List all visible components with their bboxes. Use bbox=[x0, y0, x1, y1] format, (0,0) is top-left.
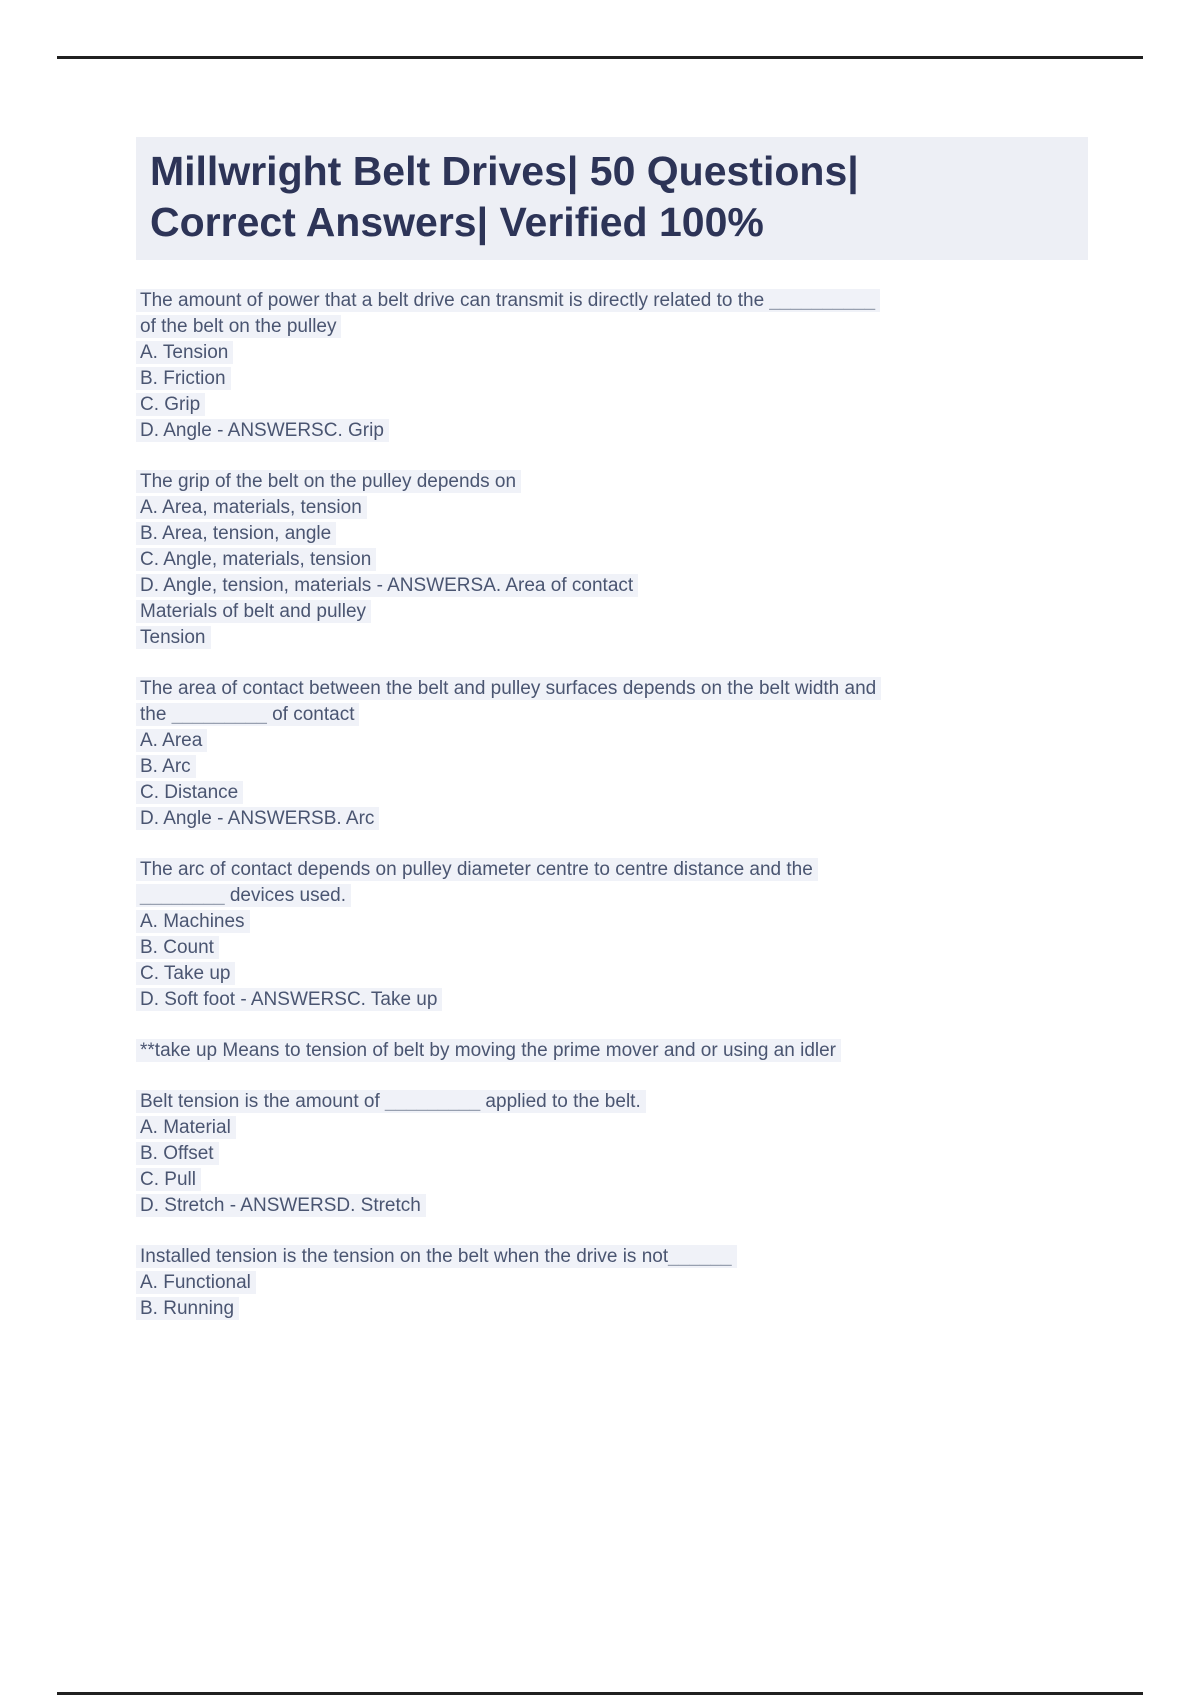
highlighted-text: Belt tension is the amount of _________ applied to the belt. bbox=[136, 1090, 646, 1113]
highlighted-text: D. Angle, tension, materials - ANSWERSA. Area of contact bbox=[136, 574, 638, 597]
text-line bbox=[136, 469, 1116, 495]
highlighted-text: A. Functional bbox=[136, 1271, 256, 1294]
highlighted-text: The area of contact between the belt and pulley surfaces depends on the belt width and bbox=[136, 677, 881, 700]
highlighted-text: C. Take up bbox=[136, 962, 235, 985]
text-line bbox=[136, 1270, 1116, 1296]
highlighted-text: Materials of belt and pulley bbox=[136, 600, 371, 623]
text-line bbox=[136, 1115, 1116, 1141]
highlighted-text: D. Stretch - ANSWERSD. Stretch bbox=[136, 1194, 426, 1217]
text-line bbox=[136, 702, 1116, 728]
text-line bbox=[136, 625, 1116, 651]
question-block bbox=[136, 1038, 1116, 1064]
highlighted-text: Installed tension is the tension on the belt when the drive is not______ bbox=[136, 1245, 737, 1268]
text-line bbox=[136, 935, 1116, 961]
text-line bbox=[136, 857, 1116, 883]
highlighted-text: A. Area, materials, tension bbox=[136, 496, 367, 519]
text-line bbox=[136, 806, 1116, 832]
text-line bbox=[136, 340, 1116, 366]
question-block bbox=[136, 1244, 1116, 1322]
highlighted-text: D. Angle - ANSWERSB. Arc bbox=[136, 807, 379, 830]
highlighted-text: C. Grip bbox=[136, 393, 205, 416]
highlighted-text: C. Distance bbox=[136, 781, 243, 804]
text-line bbox=[136, 676, 1116, 702]
highlighted-text: The arc of contact depends on pulley diameter centre to centre distance and the bbox=[136, 858, 818, 881]
document-body bbox=[136, 288, 1116, 1347]
document-title bbox=[136, 137, 1088, 260]
text-line bbox=[136, 314, 1116, 340]
highlighted-text: C. Angle, materials, tension bbox=[136, 548, 376, 571]
text-line bbox=[136, 1141, 1116, 1167]
highlighted-text: **take up Means to tension of belt by moving the prime mover and or using an idler bbox=[136, 1039, 841, 1062]
text-line bbox=[136, 909, 1116, 935]
text-line bbox=[136, 599, 1116, 625]
title-line-2: Correct Answers| Verified 100% bbox=[150, 199, 764, 245]
highlighted-text: of the belt on the pulley bbox=[136, 315, 341, 338]
text-line bbox=[136, 1193, 1116, 1219]
highlighted-text: D. Angle - ANSWERSC. Grip bbox=[136, 419, 389, 442]
highlighted-text: Tension bbox=[136, 626, 211, 649]
text-line bbox=[136, 728, 1116, 754]
question-block bbox=[136, 1089, 1116, 1219]
blank-underline: ______ bbox=[668, 1246, 732, 1267]
text-line bbox=[136, 1244, 1116, 1270]
text-line bbox=[136, 987, 1116, 1013]
top-rule-divider bbox=[57, 56, 1143, 59]
highlighted-text: D. Soft foot - ANSWERSC. Take up bbox=[136, 988, 442, 1011]
text-line bbox=[136, 1038, 1116, 1064]
text-line bbox=[136, 366, 1116, 392]
text-line bbox=[136, 573, 1116, 599]
highlighted-text: The grip of the belt on the pulley depends on bbox=[136, 470, 521, 493]
title-line-1: Millwright Belt Drives| 50 Questions| bbox=[150, 148, 859, 194]
highlighted-text: A. Material bbox=[136, 1116, 236, 1139]
blank-underline: _________ bbox=[385, 1091, 481, 1112]
text-line bbox=[136, 495, 1116, 521]
blank-underline: ________ bbox=[140, 885, 225, 906]
question-block bbox=[136, 469, 1116, 651]
text-line bbox=[136, 521, 1116, 547]
highlighted-text: ________ devices used. bbox=[136, 884, 351, 907]
text-line bbox=[136, 1167, 1116, 1193]
highlighted-text: A. Area bbox=[136, 729, 207, 752]
question-block bbox=[136, 288, 1116, 444]
question-block bbox=[136, 857, 1116, 1013]
highlighted-text: the _________ of contact bbox=[136, 703, 359, 726]
text-line bbox=[136, 754, 1116, 780]
highlighted-text: B. Offset bbox=[136, 1142, 219, 1165]
text-line bbox=[136, 780, 1116, 806]
highlighted-text: B. Arc bbox=[136, 755, 196, 778]
highlighted-text: A. Machines bbox=[136, 910, 250, 933]
text-line bbox=[136, 961, 1116, 987]
highlighted-text: B. Friction bbox=[136, 367, 231, 390]
bottom-rule-divider bbox=[57, 1692, 1143, 1695]
highlighted-text: B. Area, tension, angle bbox=[136, 522, 336, 545]
text-line bbox=[136, 392, 1116, 418]
text-line bbox=[136, 418, 1116, 444]
text-line bbox=[136, 1296, 1116, 1322]
question-block bbox=[136, 676, 1116, 832]
text-line bbox=[136, 547, 1116, 573]
text-line bbox=[136, 883, 1116, 909]
text-line bbox=[136, 1089, 1116, 1115]
highlighted-text: B. Running bbox=[136, 1297, 239, 1320]
highlighted-text: A. Tension bbox=[136, 341, 233, 364]
highlighted-text: The amount of power that a belt drive can transmit is directly related to the __________ bbox=[136, 289, 880, 312]
highlighted-text: B. Count bbox=[136, 936, 219, 959]
blank-underline: __________ bbox=[769, 290, 876, 311]
text-line bbox=[136, 288, 1116, 314]
highlighted-text: C. Pull bbox=[136, 1168, 201, 1191]
blank-underline: _________ bbox=[171, 704, 267, 725]
